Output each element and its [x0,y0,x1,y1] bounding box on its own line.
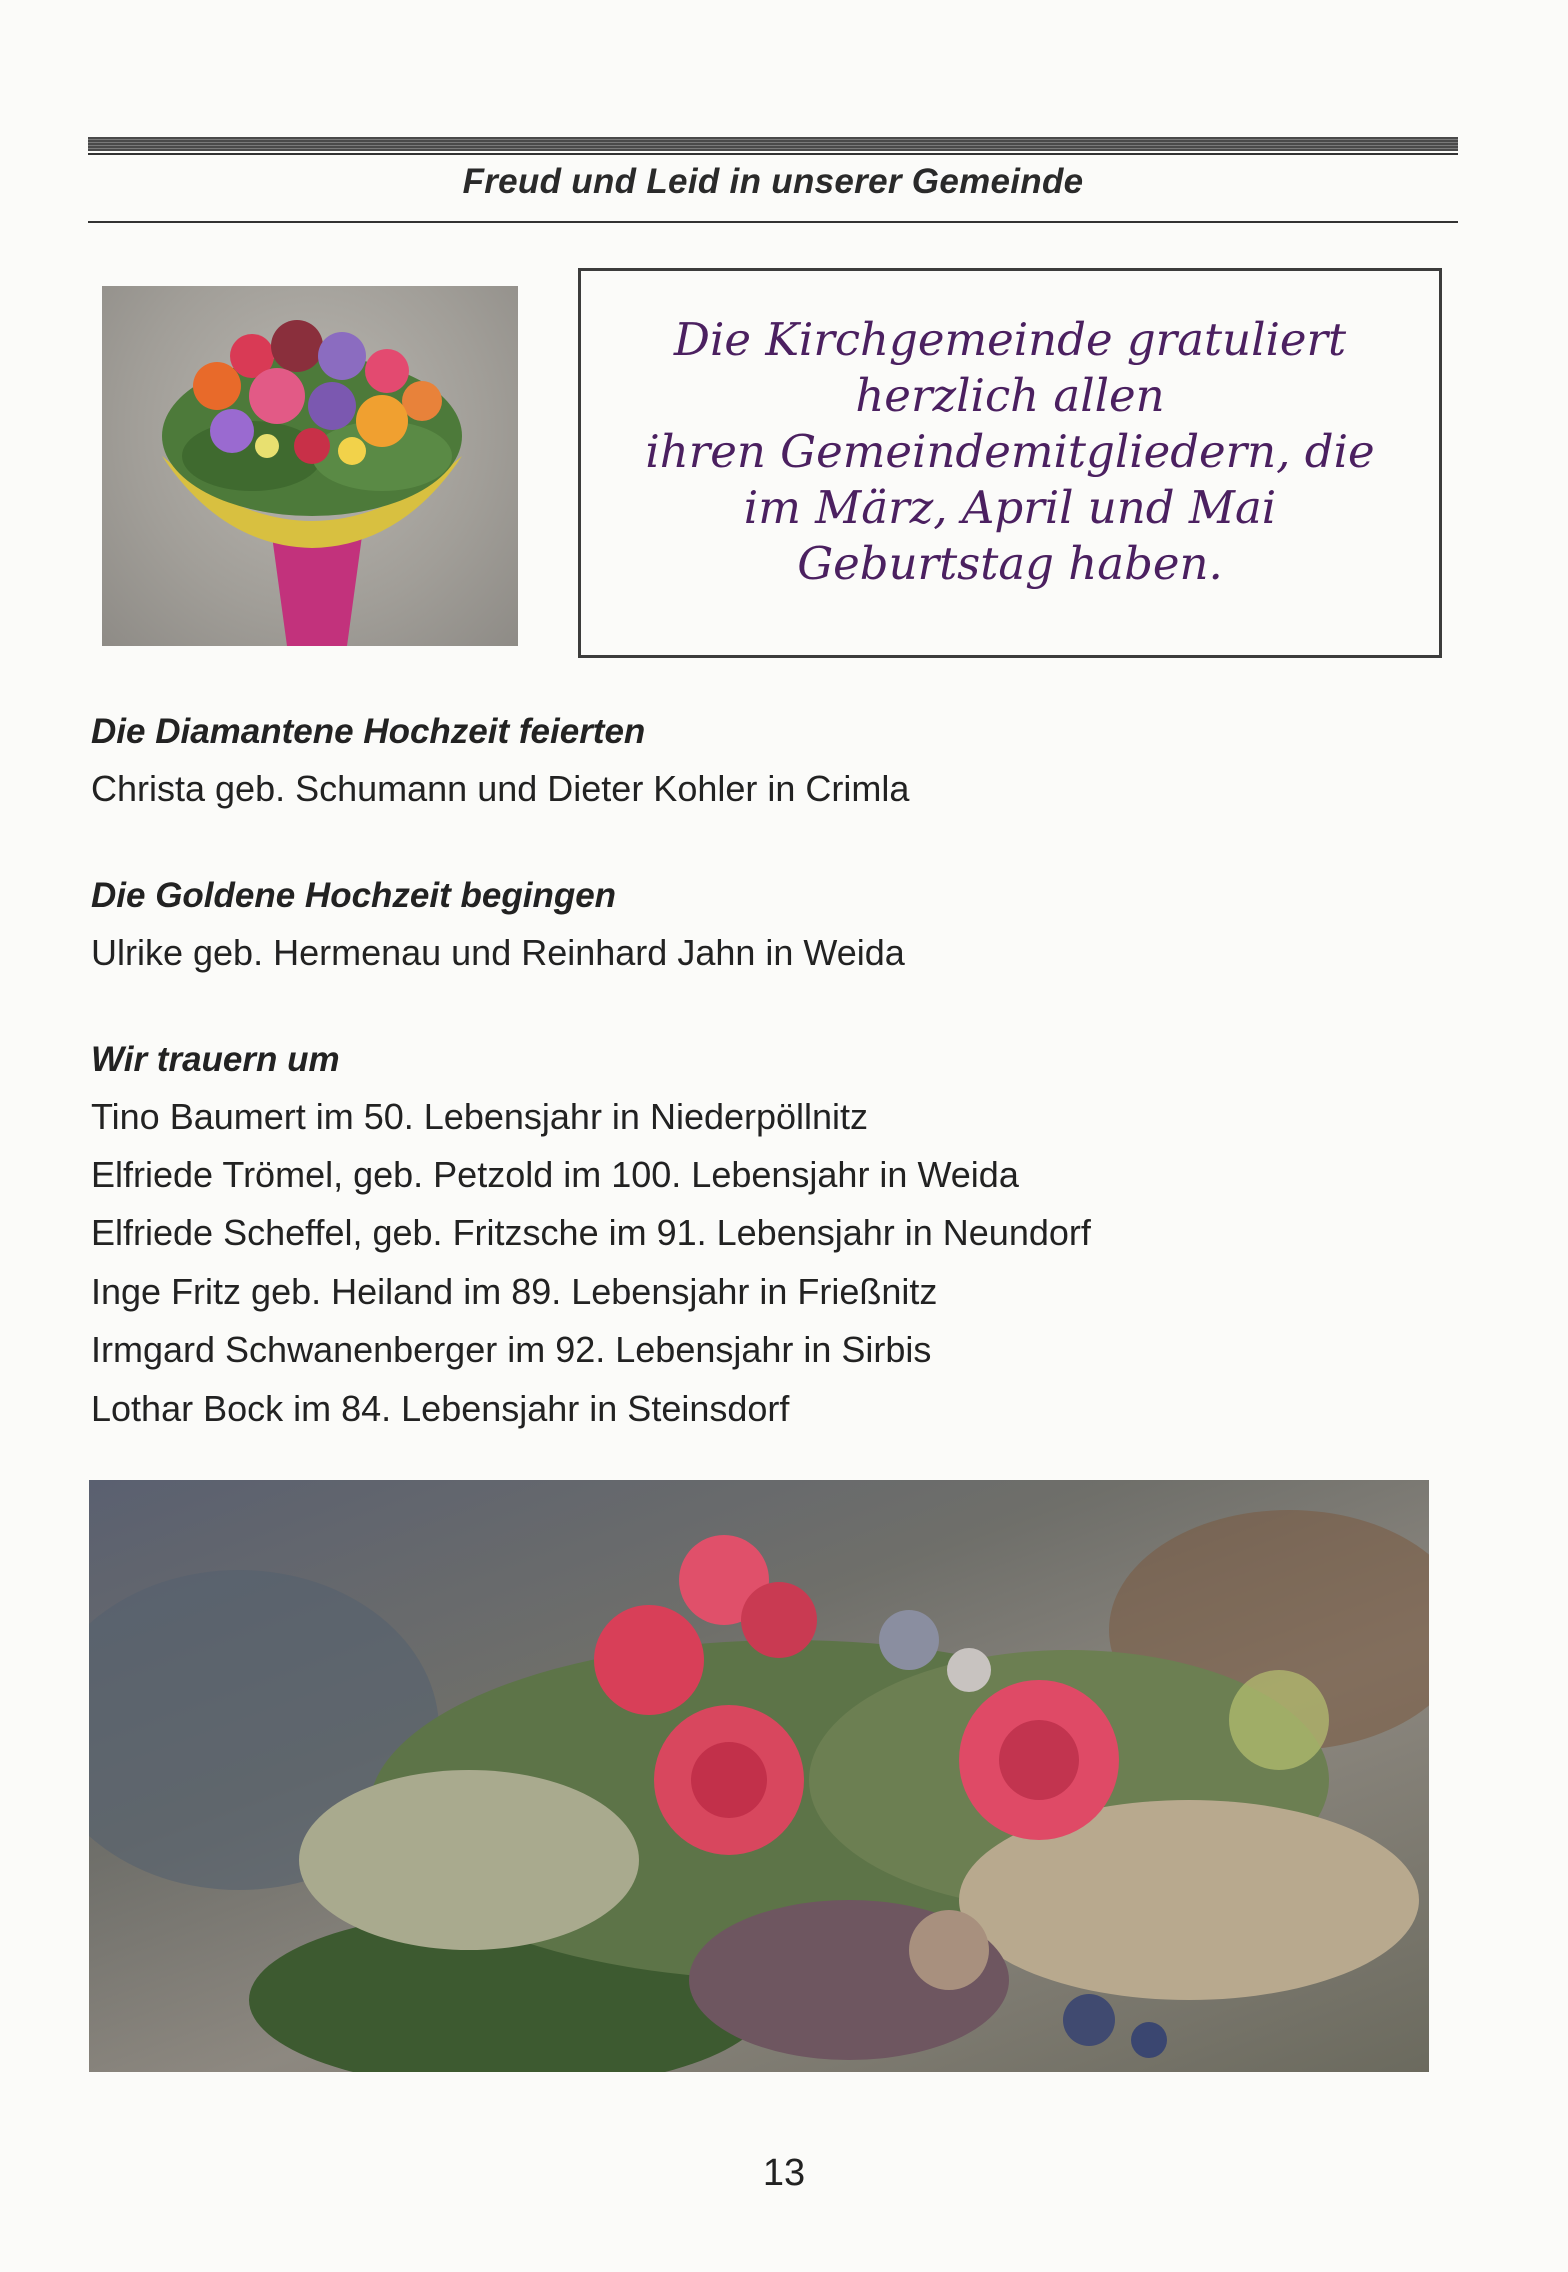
mourning-entry: Lothar Bock im 84. Lebensjahr in Steinsdorf [91,1388,790,1429]
diamond-wedding-heading: Die Diamantene Hochzeit feierten [91,712,646,751]
mourning-entry: Irmgard Schwanenberger im 92. Lebensjahr in Sirbis [91,1329,932,1370]
header-double-rule [88,137,1458,151]
page-number: 13 [762,2152,806,2194]
bouquet-image [102,286,518,646]
header-bottom-rule [88,221,1458,223]
page-title: Freud und Leid in unserer Gemeinde [462,162,1084,201]
diamond-wedding-entry: Christa geb. Schumann und Dieter Kohler in Crimla [91,768,910,809]
flower-arrangement-image [89,1480,1429,2072]
greeting-line: Die Kirchgemeinde gratuliert [673,313,1347,366]
mourning-entry: Inge Fritz geb. Heiland im 89. Lebensjahr in Frießnitz [91,1271,938,1312]
birthday-greeting-box [578,268,1442,658]
header-thin-rule [88,153,1458,155]
mourning-entry: Elfriede Scheffel, geb. Fritzsche im 91. Lebensjahr in Neundorf [91,1212,1091,1253]
mourning-heading: Wir trauern um [91,1040,340,1079]
golden-wedding-heading: Die Goldene Hochzeit begingen [91,876,617,915]
greeting-line: herzlich allen [855,369,1165,422]
mourning-entry: Tino Baumert im 50. Lebensjahr in Niederpöllnitz [91,1096,869,1137]
bouquet-illustration [102,286,518,646]
golden-wedding-entry: Ulrike geb. Hermenau und Reinhard Jahn in Weida [91,932,905,973]
flower-arrangement-illustration [89,1480,1429,2072]
greeting-line: Geburtstag haben. [797,537,1223,590]
greeting-line: ihren Gemeindemitgliedern, die [645,425,1375,478]
greeting-line: im März, April und Mai [743,481,1277,534]
mourning-entry: Elfriede Trömel, geb. Petzold im 100. Lebensjahr in Weida [91,1154,1019,1195]
